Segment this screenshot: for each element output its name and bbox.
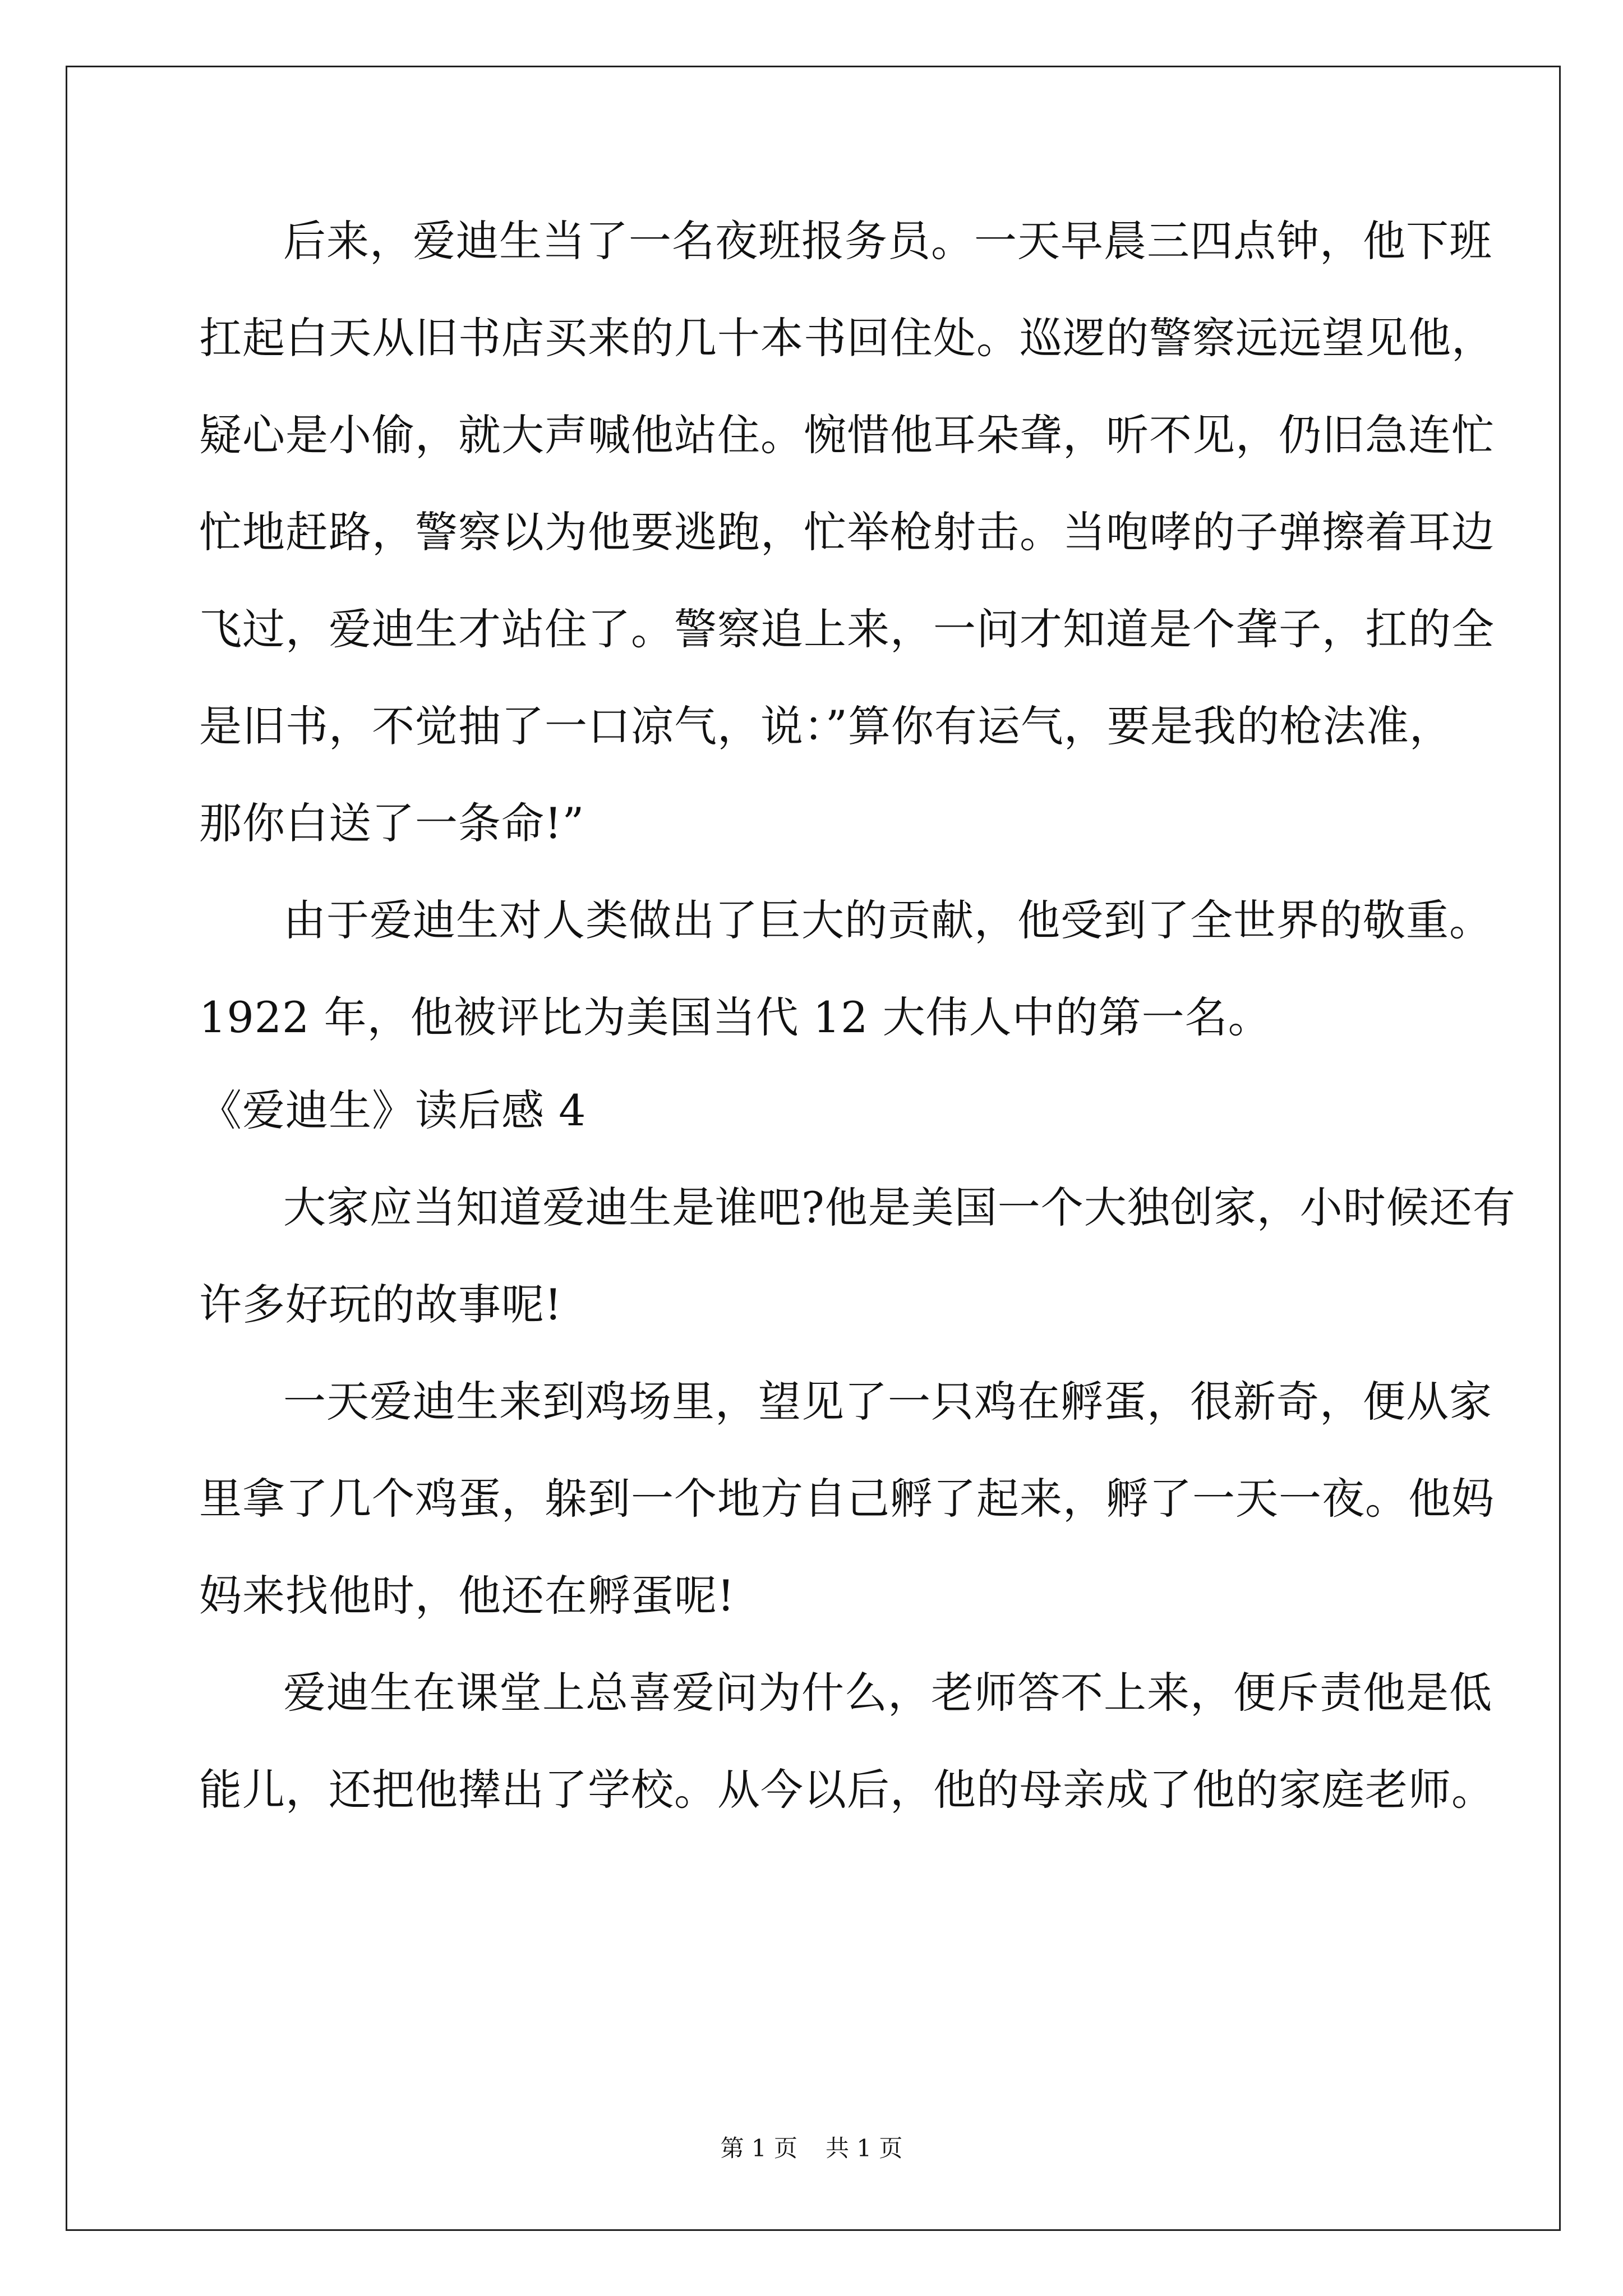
paragraph-line: 爱迪生在课堂上总喜爱问为什么，老师答不上来，便斥责他是低 [283,1668,1492,1718]
paragraph-line: 能儿，还把他撵出了学校。从今以后，他的母亲成了他的家庭老师。 [199,1765,1495,1815]
paragraph-line: 飞过，爱迪生才站住了。警察追上来，一问才知道是个聋子，扛的全 [199,604,1495,654]
section-heading: 《爱迪生》读后感 4 [199,1085,587,1135]
paragraph-line: 许多好玩的故事呢! [199,1280,562,1329]
page-footer [0,2132,1623,2165]
paragraph-line: 一天爱迪生来到鸡场里，望见了一只鸡在孵蛋，很新奇，便从家 [283,1377,1492,1427]
paragraph-line: 大家应当知道爱迪生是谁吧?他是美国一个大独创家，小时候还有 [283,1182,1516,1232]
paragraph-line: 1922 年，他被评比为美国当代 12 大伟人中的第一名。 [199,992,1271,1042]
paragraph-line: 里拿了几个鸡蛋，躲到一个地方自己孵了起来，孵了一天一夜。他妈 [199,1474,1495,1524]
page-border [66,66,1561,2231]
paragraph-line: 是旧书，不觉抽了一口凉气，说：”算你有运气，要是我的枪法准， [199,701,1453,751]
page-total: 共 1 页 [826,2134,903,2162]
paragraph-line: 后来，爱迪生当了一名夜班报务员。一天早晨三四点钟，他下班 [283,216,1492,266]
paragraph-line: 扛起白天从旧书店买来的几十本书回住处。巡逻的警察远远望见他， [199,313,1495,363]
paragraph-line: 疑心是小偷，就大声喊他站住。惋惜他耳朵聋，听不见，仍旧急连忙 [199,410,1495,460]
paragraph-line: 忙地赶路，警察以为他要逃跑，忙举枪射击。当咆哮的子弹擦着耳边 [199,507,1495,557]
paragraph-line: 妈来找他时，他还在孵蛋呢! [199,1571,735,1621]
page-number: 第 1 页 [720,2134,797,2162]
paragraph-line: 那你白送了一条命!” [199,798,585,848]
paragraph-line: 由于爱迪生对人类做出了巨大的贡献，他受到了全世界的敬重。 [283,895,1492,945]
